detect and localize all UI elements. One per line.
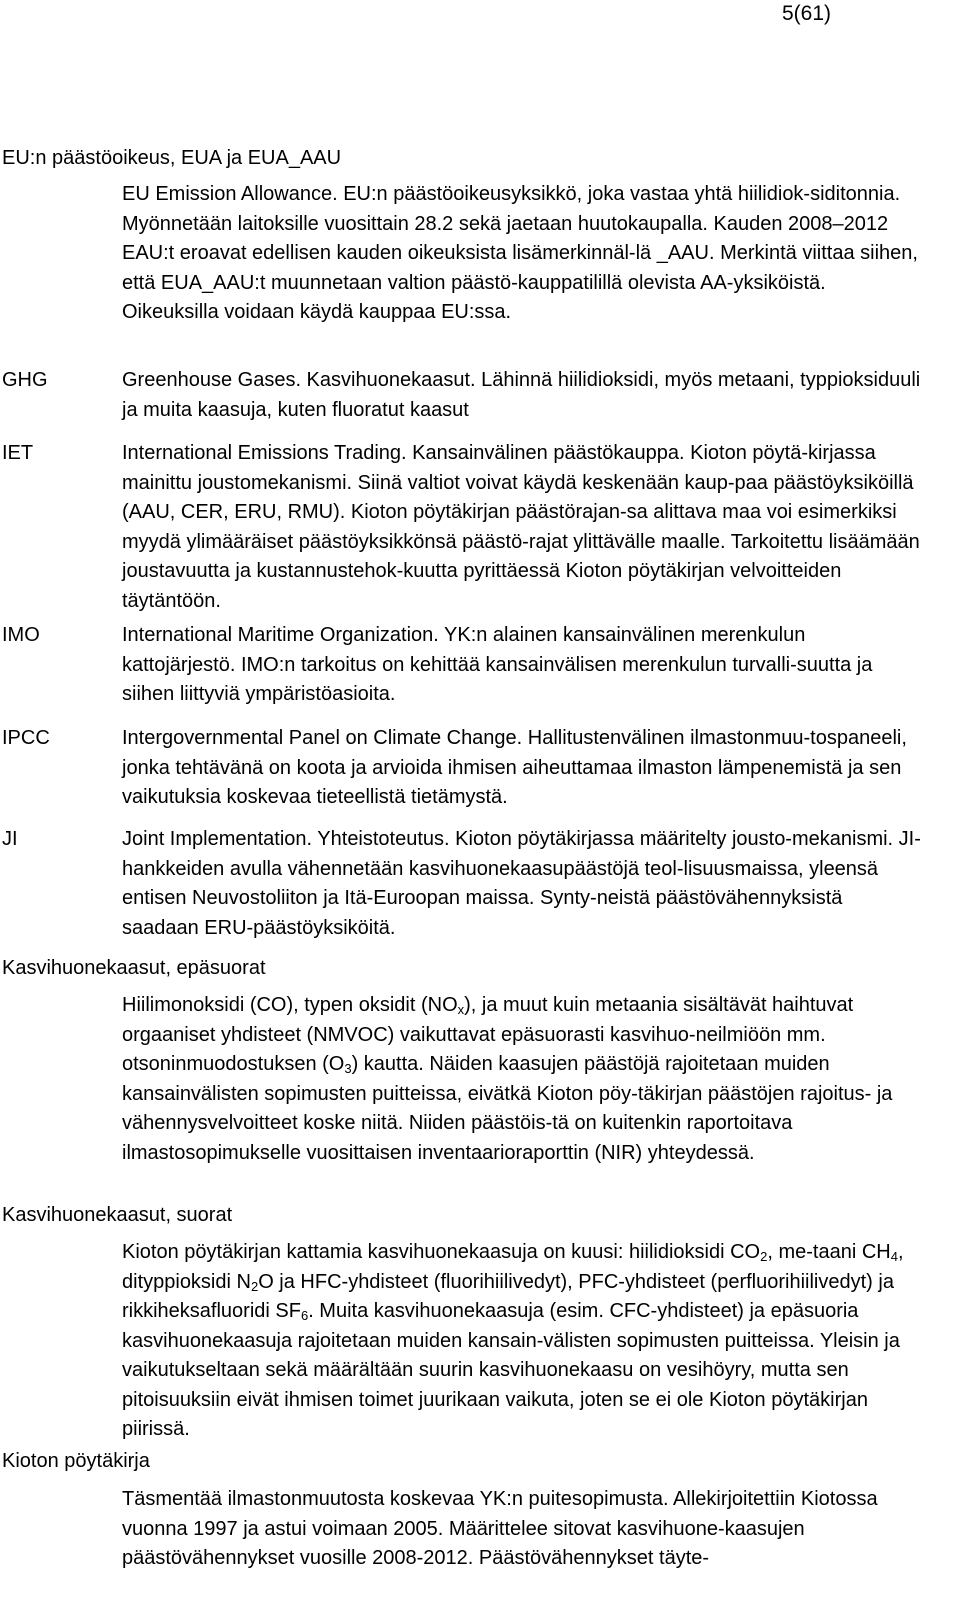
direct-text-3: , dityppioksidi N [122, 1241, 904, 1293]
term-imo: IMO [2, 624, 40, 646]
direct-sub-3: 2 [250, 1278, 259, 1294]
term-indirect-ghg: Kasvihuonekaasut, epäsuorat [2, 957, 266, 979]
term-kyoto-protocol: Kioton pöytäkirja [2, 1450, 150, 1472]
definition-direct-ghg [122, 1238, 922, 1445]
indirect-sub-1: x [457, 1002, 465, 1017]
indirect-text-2: ), ja muut kuin metaania sisältävät haihtuvat orgaaniset yhdisteet (NMVOC) vaikuttavat epäsuorasti kasvihuo-neilmiöön mm. otsoninmuodostuksen (O [122, 994, 854, 1075]
indirect-text-3: ) kautta. Näiden kaasujen päästöjä rajoitetaan muiden kansainvälisten sopimusten puitteissa, eivätkä Kioton pöy-täkirjan päästöjen rajoitus- ja vähennysvelvoitteet koske niitä. Niiden päästöis-tä on kuitenkin raportoitava ilmastosopimukselle vuosittaisen inventaarioraporttin (NIR) yhteydessä. [122, 1053, 893, 1164]
definition-eua: EU Emission Allowance. EU:n päästöoikeusyksikkö, joka vastaa yhtä hiilidiok-siditonnia. Myönnetään laitoksille vuosittain 28.2 sekä jaetaan huutokaupalla. Kauden 2008–2012 EAU:t eroavat edellisen kauden oikeuksista lisämerkinnäl-lä _AAU. Merkintä viittaa siihen, että EUA_AAU:t muunnetaan valtion päästö-kauppatilillä olevista AA-yksiköistä. Oikeuksilla voidaan käydä kauppaa EU:ssa. [122, 183, 918, 323]
direct-sub-2: 4 [890, 1249, 898, 1264]
direct-sub-4: 6 [300, 1308, 309, 1323]
indirect-sub-2: 3 [344, 1061, 352, 1076]
term-direct-ghg: Kasvihuonekaasut, suorat [2, 1204, 233, 1226]
page-number: 5(61) [782, 2, 832, 25]
direct-text-1: Kioton pöytäkirjan kattamia kasvihuonekaasuja on kuusi: hiilidioksidi CO [122, 1241, 761, 1263]
direct-text-2: , me-taani CH [767, 1241, 891, 1263]
term-ipcc: IPCC [2, 727, 50, 749]
term-ghg: GHG [2, 369, 48, 391]
direct-text-5: . Muita kasvihuonekaasuja (esim. CFC-yhdisteet) ja epäsuoria kasvihuonekaasuja rajoitetaan muiden kansain-välisten sopimusten puitteissa. Yleisin ja vaikutukseltaan sekä määrältään suurin kasvihuonekaasu on vesihöyry, mutta sen pitoisuuksiin eivät ihmisen toimet juurikaan vaikuta, joten se ei ole Kioton pöytäkirjan piirissä. [122, 1300, 900, 1440]
indirect-text-1: Hiilimonoksidi (CO), typen oksidit (NO [122, 994, 458, 1016]
definition-ghg: Greenhouse Gases. Kasvihuonekaasut. Lähinnä hiilidioksidi, myös metaani, typpioksiduuli ja muita kaasuja, kuten fluoratut kaasut [122, 369, 921, 421]
definition-iet: International Emissions Trading. Kansainvälinen päästökauppa. Kioton pöytä-kirjassa mainittu joustomekanismi. Siinä valtiot voivat käydä keskenään kaup-paa päästöyksiköillä (AAU, CER, ERU, RMU). Kioton pöytäkirjan päästörajan-sa alittava maa voi esimerkiksi myydä ylimääräiset päästöyksikkönsä päästö-rajat ylittävälle maalle. Tarkoitettu lisäämään joustavuutta ja kustannustehok-kuutta pyrittäessä Kioton pöytäkirjan velvoitteiden täytäntöön. [122, 442, 920, 612]
definition-ipcc: Intergovernmental Panel on Climate Change. Hallitustenvälinen ilmastonmuu-tospaneeli, jonka tehtävänä on koota ja arvioida ihmisen aiheuttamaa ilmaston lämpenemistä ja sen vaikutuksia koskevaa tieteellistä tietämystä. [122, 727, 907, 808]
definition-imo: International Maritime Organization. YK:n alainen kansainvälinen merenkulun kattojärjestö. IMO:n tarkoitus on kehittää kansainvälisen merenkulun turvalli-suutta ja siihen liittyviä ympäristöasioita. [122, 624, 873, 705]
definition-ji: Joint Implementation. Yhteistoteutus. Kioton pöytäkirjassa määritelty jousto-mekanismi. JI-hankkeiden avulla vähennetään kasvihuonekaasupäästöjä teol-lisuusmaissa, yleensä entisen Neuvostoliiton ja Itä-Euroopan maissa. Synty-neistä päästövähennyksistä saadaan ERU-päästöyksiköitä. [122, 828, 921, 939]
direct-sub-1: 2 [760, 1249, 768, 1264]
definition-indirect-ghg [122, 991, 922, 1168]
definition-kyoto-protocol: Täsmentää ilmastonmuutosta koskevaa YK:n puitesopimusta. Allekirjoitettiin Kiotossa vuonna 1997 ja astui voimaan 2005. Määrittelee sitovat kasvihuone-kaasujen päästövähennykset vuosille 2008-2012. Päästövähennykset täyte- [122, 1488, 878, 1569]
term-eua: EU:n päästöoikeus, EUA ja EUA_AAU [2, 147, 342, 169]
term-ji: JI [2, 828, 18, 850]
direct-text-4: O ja HFC-yhdisteet (fluorihiilivedyt), PFC-yhdisteet (perfluorihiilivedyt) ja rikkiheksafluoridi SF [122, 1270, 894, 1322]
term-iet: IET [2, 442, 34, 464]
